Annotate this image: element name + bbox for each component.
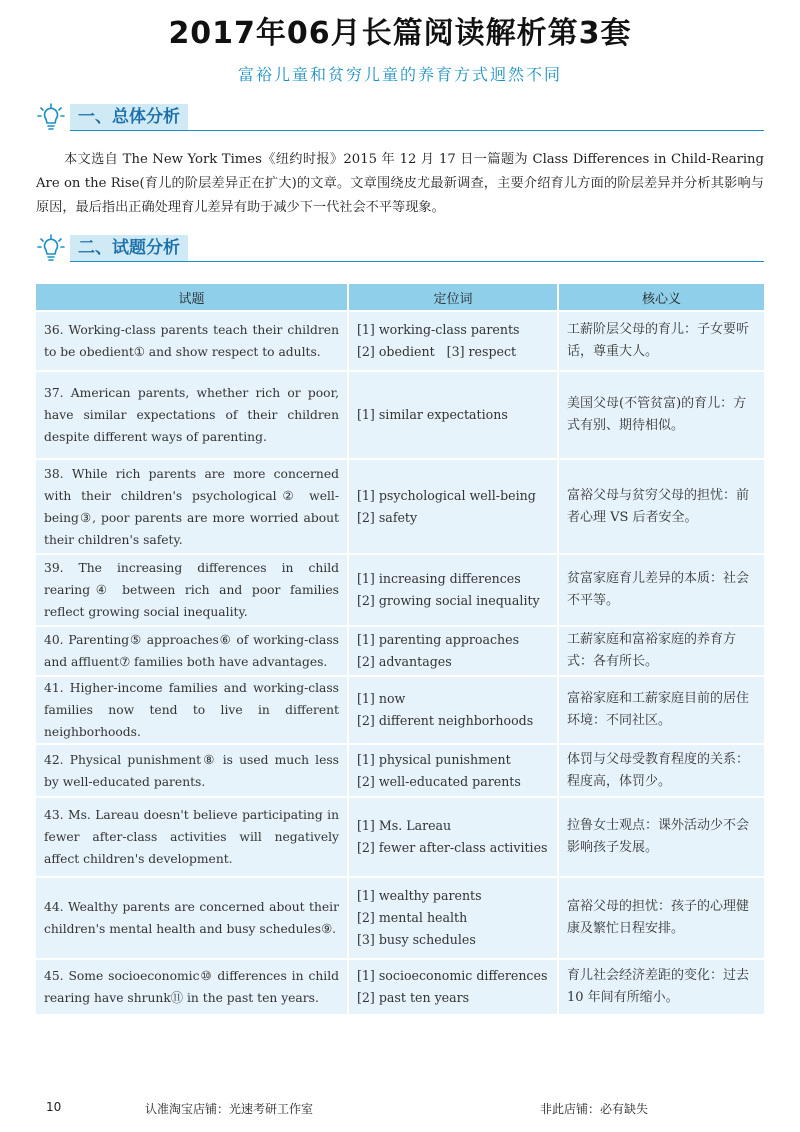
keyword-line: [2] past ten years	[357, 990, 470, 1005]
table-row	[36, 876, 764, 958]
table-row	[36, 743, 764, 796]
keyword-line: [3] busy schedules	[357, 932, 476, 947]
keyword-line: [2] safety	[357, 509, 418, 525]
section-label: 一、总体分析	[70, 104, 188, 130]
core-meaning-cell: 富裕家庭和工薪家庭目前的居住环境：不同社区。	[559, 675, 764, 743]
lightbulb-icon	[36, 233, 66, 263]
keyword-line: [2] different neighborhoods	[357, 713, 534, 728]
question-cell: 42. Physical punishment⑧ is used much less by well-educated parents.	[36, 743, 349, 796]
keyword-line: [2] fewer after-class activities	[357, 840, 548, 855]
keyword-line: [1] parenting approaches	[357, 632, 520, 647]
section-divider	[70, 261, 764, 263]
question-cell: 38. While rich parents are more concerned with their children's psychological② well-being③, poor parents are more worried about their children's safety.	[36, 458, 349, 553]
keyword-line: [1] working-class parents	[357, 322, 520, 337]
keyword-line: [1] socioeconomic differences	[357, 968, 548, 983]
keywords-cell	[349, 675, 559, 743]
table-row	[36, 675, 764, 743]
section-header-questions	[36, 233, 764, 263]
keyword-line: [1] now	[357, 691, 406, 706]
overview-text: 本文选自 The New York Times《纽约时报》2015 年 12 月 17 日一篇题为 Class Differences in Child-Rearing Are on the Rise(育儿的阶层差异正在扩大)的文章。文章围绕皮尤最新调查，主要介绍育儿方面的阶层差异并分析其影响与原因，最后指出正确处理育儿差异有助于减少下一代社会不平等现象。	[36, 152, 764, 215]
keyword-line: [2] advantages	[357, 654, 452, 669]
question-cell: 41. Higher-income families and working-class families now tend to live in different neighborhoods.	[36, 675, 349, 743]
keywords-cell	[349, 370, 559, 458]
keyword-line: [2] growing social inequality	[357, 593, 540, 608]
core-meaning-cell: 富裕父母的担忧：孩子的心理健康及繁忙日程安排。	[559, 876, 764, 958]
keywords-cell	[349, 958, 559, 1014]
table-header-row	[36, 284, 764, 310]
keywords-cell	[349, 625, 559, 675]
question-cell: 44. Wealthy parents are concerned about their children's mental health and busy schedules⑨.	[36, 876, 349, 958]
page-subtitle: 富裕儿童和贫穷儿童的养育方式迥然不同	[237, 65, 562, 84]
keyword-line: [1] physical punishment	[357, 751, 511, 767]
table-row	[36, 796, 764, 876]
section-label: 二、试题分析	[70, 235, 188, 261]
core-meaning-cell: 育儿社会经济差距的变化：过去 10 年间有所缩小。	[559, 958, 764, 1014]
question-analysis-table	[36, 284, 764, 1014]
table-row	[36, 310, 764, 370]
column-header-core-meaning: 核心义	[559, 284, 764, 310]
question-cell: 40. Parenting⑤ approaches⑥ of working-class and affluent⑦ families both have advantages.	[36, 625, 349, 675]
table-row	[36, 958, 764, 1014]
page-title: 2017年06月长篇阅读解析第3套	[168, 16, 632, 51]
keyword-line: [1] Ms. Lareau	[357, 818, 452, 833]
keywords-cell	[349, 553, 559, 625]
keyword-line: [2] obedient [3] respect	[357, 344, 517, 359]
keywords-cell	[349, 310, 559, 370]
table-row	[36, 370, 764, 458]
question-cell: 36. Working-class parents teach their children to be obedient① and show respect to adults.	[36, 310, 349, 370]
footer-right-note: 非此店铺：必有缺失	[540, 1102, 649, 1116]
keyword-line: [2] mental health	[357, 910, 468, 925]
keywords-cell	[349, 876, 559, 958]
core-meaning-cell: 工薪阶层父母的育儿：子女要听话，尊重大人。	[559, 310, 764, 370]
keyword-line: [1] wealthy parents	[357, 888, 482, 903]
question-cell: 43. Ms. Lareau doesn't believe participating in fewer after-class activities will negatively affect children's development.	[36, 796, 349, 876]
keyword-line: [2] well-educated parents	[357, 773, 521, 789]
section-header-overall	[36, 102, 764, 132]
core-meaning-cell: 拉鲁女士观点：课外活动少不会影响孩子发展。	[559, 796, 764, 876]
core-meaning-cell: 美国父母(不管贫富)的育儿：方式有别、期待相似。	[559, 370, 764, 458]
column-header-question: 试题	[36, 284, 349, 310]
core-meaning-cell: 贫富家庭育儿差异的本质：社会不平等。	[559, 553, 764, 625]
lightbulb-icon	[36, 102, 66, 132]
core-meaning-cell: 体罚与父母受教育程度的关系：程度高，体罚少。	[559, 743, 764, 796]
question-cell: 45. Some socioeconomic⑩ differences in child rearing have shrunk⑪ in the past ten years.	[36, 958, 349, 1014]
keyword-line: [1] similar expectations	[357, 407, 508, 422]
overview-paragraph	[36, 148, 764, 220]
keywords-cell	[349, 458, 559, 553]
table-row	[36, 553, 764, 625]
core-meaning-cell: 工薪家庭和富裕家庭的养育方式：各有所长。	[559, 625, 764, 675]
keyword-line: [1] increasing differences	[357, 571, 521, 586]
column-header-keywords: 定位词	[349, 284, 559, 310]
question-cell: 39. The increasing differences in child rearing④ between rich and poor families reflect growing social inequality.	[36, 553, 349, 625]
question-cell: 37. American parents, whether rich or poor, have similar expectations of their children despite different ways of parenting.	[36, 370, 349, 458]
keywords-cell	[349, 796, 559, 876]
table-row	[36, 625, 764, 675]
keywords-cell	[349, 743, 559, 796]
footer-left-note: 认准淘宝店铺：光速考研工作室	[145, 1102, 314, 1116]
keyword-line: [1] psychological well-being	[357, 487, 536, 503]
core-meaning-cell: 富裕父母与贫穷父母的担忧：前者心理 VS 后者安全。	[559, 458, 764, 553]
page-number: 10	[46, 1100, 62, 1114]
section-divider	[70, 130, 764, 132]
table-row	[36, 458, 764, 553]
